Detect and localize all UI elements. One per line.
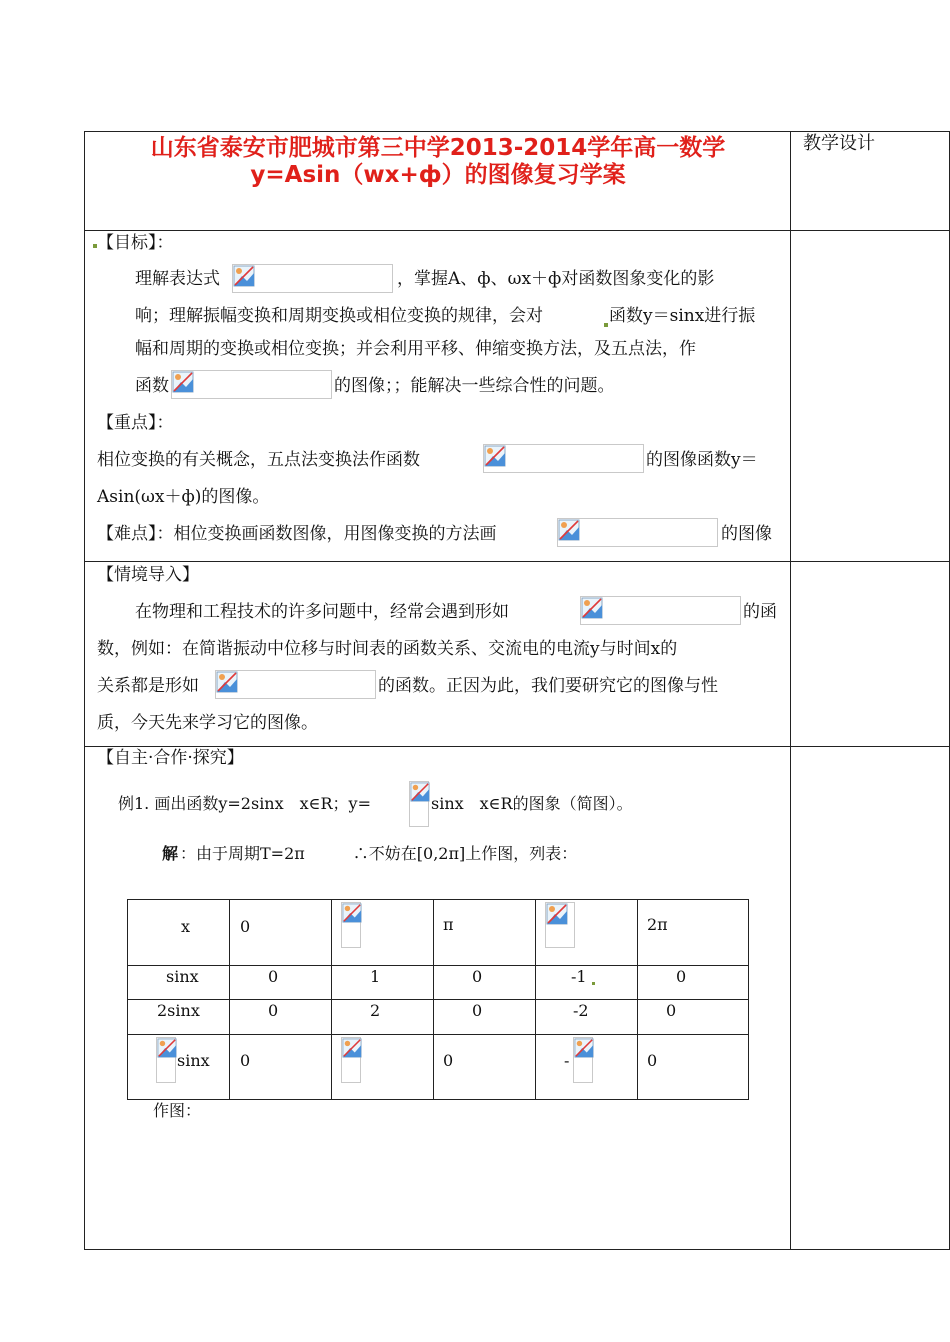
table-cell: -1 [571,967,587,986]
fraction-image [341,902,361,948]
table-cell: 2 [370,1001,381,1020]
table-cell: x [181,917,191,936]
table-cell: sinx [177,1051,210,1070]
goals-line: ，掌握A、ф、ωx＋ф对函数图象变化的影 [397,269,715,289]
formula-image [483,444,644,473]
formula-image [580,596,741,625]
value-table-border [127,1099,748,1100]
fraction-image [573,1037,593,1083]
list-marker [592,982,595,985]
goals-line: 函数y＝sinx进行振 [609,306,756,326]
intro-line: 在物理和工程技术的许多问题中，经常会遇到形如 [135,602,509,622]
page-title: 山东省泰安市肥城市第三中学2013-2014学年高一数学 [150,135,726,161]
solution-label: 解 [162,844,179,863]
broken-image-icon [233,265,255,287]
goals-line: 函数 [135,376,169,396]
goals-line: 响；理解振幅变换和周期变换或相位变换的规律，会对 [135,306,543,326]
table-cell: 0 [676,967,687,986]
intro-line: 数，例如：在简谐振动中位移与时间表的函数关系、交流电的电流y与时间x的 [97,639,678,659]
broken-image-icon [574,1038,594,1058]
fraction-image [545,902,575,948]
table-cell: 2π [647,915,668,934]
broken-image-icon [342,903,362,923]
key-line: 相位变换的有关概念，五点法变换法作函数 [97,450,420,470]
goals-line: 幅和周期的变换或相位变换；并会利用平移、伸缩变换方法，及五点法，作 [135,339,696,359]
broken-image-icon [172,371,194,393]
table-border-top [84,131,950,132]
formula-image [171,370,332,399]
goals-line: 的图像；；能解决一些综合性的问题。 [334,376,615,396]
page-subtitle: y=Asin（wx+ф）的图像复习学案 [250,162,626,188]
value-table-line [127,965,748,966]
table-border-bottom [84,1249,950,1250]
intro-label: 【情境导入】 [97,565,199,585]
table-cell: 0 [472,967,483,986]
fraction-image [156,1037,176,1083]
explore-label: 【自主·合作·探究】 [97,748,244,768]
example-text: sinx x∈R的图象（简图）。 [431,794,633,813]
value-table-line [637,899,638,1100]
intro-line: 的函数。正因为此，我们要研究它的图像与性 [378,676,718,696]
value-table-border [748,899,749,1100]
goals-line: 理解表达式 [135,269,220,289]
value-table-line [127,999,748,1000]
solution-text: ：由于周期T=2π ∴不妨在[0,2π]上作图，列表： [180,844,578,863]
intro-line: 关系都是形如 [97,676,199,696]
table-border-left [84,131,85,1250]
table-cell: 1 [370,967,381,986]
table-cell: 0 [666,1001,677,1020]
table-cell: 0 [268,967,279,986]
broken-image-icon [157,1038,177,1058]
side-column-header: 教学设计 [803,133,875,154]
table-cell: 0 [472,1001,483,1020]
table-cell: 0 [240,1051,251,1070]
table-row-divider [84,561,950,562]
table-cell: sinx [166,967,199,986]
value-table-border [127,899,128,1100]
formula-image [232,264,393,293]
key-line: Asin(ωx＋ф)的图像。 [97,487,270,507]
fraction-image [341,1037,361,1083]
value-table-line [229,899,230,1100]
table-cell: - [564,1051,570,1070]
difficulty-tail: 的图像 [721,524,772,544]
table-column-divider [790,131,791,1250]
value-table-border [127,899,748,900]
intro-line: 的函 [743,602,777,622]
goals-label: 【目标】： [97,233,174,253]
broken-image-icon [581,597,603,619]
value-table-line [331,899,332,1100]
table-cell: 2sinx [157,1001,200,1020]
value-table-line [433,899,434,1100]
table-cell: 0 [268,1001,279,1020]
broken-image-icon [558,519,580,541]
fraction-image [409,781,429,827]
broken-image-icon [216,671,238,693]
draw-label: 作图： [153,1101,202,1120]
broken-image-icon [410,782,430,802]
intro-line: 质，今天先来学习它的图像。 [97,713,318,733]
table-cell: 0 [240,917,251,936]
table-row-divider [84,230,950,231]
broken-image-icon [484,445,506,467]
table-cell: -2 [573,1001,589,1020]
table-cell: 0 [443,1051,454,1070]
broken-image-icon [342,1038,362,1058]
key-label: 【重点】： [97,413,174,433]
table-cell: π [443,915,454,934]
formula-image [557,518,718,547]
table-cell: 0 [647,1051,658,1070]
broken-image-icon [546,903,568,925]
value-table-line [535,899,536,1100]
value-table-line [127,1034,748,1035]
key-line: 的图像函数y＝ [646,450,758,470]
difficulty-label: 【难点】：相位变换画函数图像，用图像变换的方法画 [97,524,497,544]
example-text: 例1. 画出函数y=2sinx x∈R；y= [118,794,371,813]
formula-image [215,670,376,699]
list-marker [604,323,608,327]
